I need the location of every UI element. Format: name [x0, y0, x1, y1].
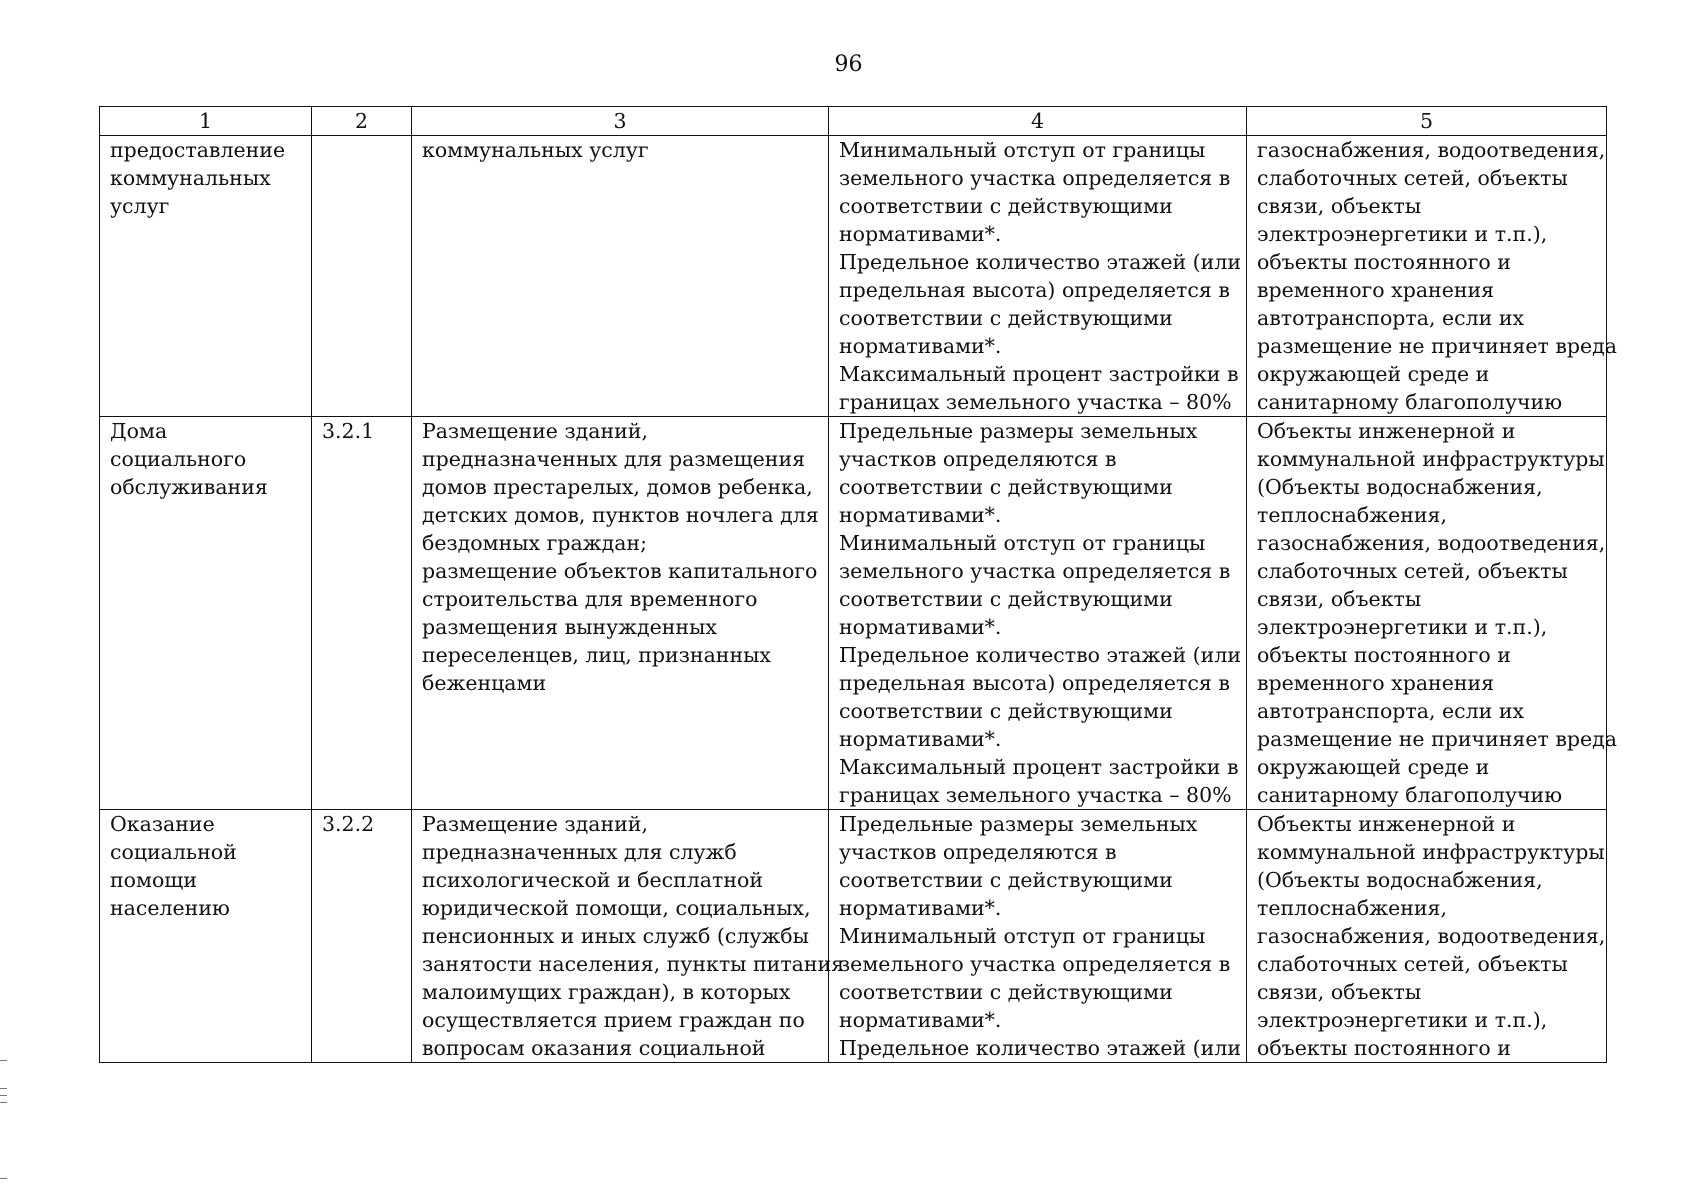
- cell-text-line: газоснабжения, водоотведения,: [1257, 924, 1606, 948]
- cell-text-line: Объекты инженерной и: [1257, 812, 1516, 836]
- cell-text-line: нормативами*.: [839, 222, 1002, 246]
- cell-text-line: беженцами: [422, 671, 547, 695]
- cell-text-line: связи, объекты: [1257, 194, 1422, 218]
- cell-text-line: пенсионных и иных служб (службы: [422, 924, 809, 948]
- margin-mark: [0, 1102, 7, 1103]
- cell-text-line: социальной: [110, 840, 237, 864]
- cell-text-line: переселенцев, лиц, признанных: [422, 643, 771, 667]
- cell-text-line: нормативами*.: [839, 334, 1002, 358]
- table-cell-col-4: [829, 810, 1247, 1063]
- table-header-row: [100, 107, 1607, 136]
- header-col-4: 4: [829, 107, 1247, 136]
- cell-text-line: занятости населения, пункты питания: [422, 952, 845, 976]
- cell-text-line: предоставление: [110, 138, 286, 162]
- cell-text-line: соответствии с действующими: [839, 587, 1173, 611]
- cell-text-line: коммунальных услуг: [422, 138, 649, 162]
- cell-text-line: 3.2.2: [322, 812, 375, 836]
- cell-text-line: санитарному благополучию: [1257, 390, 1563, 414]
- cell-text-line: слаботочных сетей, объекты: [1257, 559, 1568, 583]
- table-cell-col-3: [412, 417, 829, 810]
- table-cell-col-2: [312, 136, 412, 417]
- cell-text-line: психологической и бесплатной: [422, 868, 764, 892]
- table-cell-col-5: [1247, 810, 1607, 1063]
- cell-text-line: Предельные размеры земельных: [839, 419, 1198, 443]
- cell-text-line: домов престарелых, домов ребенка,: [422, 475, 813, 499]
- cell-text-line: размещения вынужденных: [422, 615, 717, 639]
- cell-text-line: объекты постоянного и: [1257, 250, 1511, 274]
- cell-text-line: газоснабжения, водоотведения,: [1257, 531, 1606, 555]
- cell-text-line: строительства для временного: [422, 587, 758, 611]
- cell-text-line: границах земельного участка – 80%: [839, 390, 1232, 414]
- cell-text-line: (Объекты водоснабжения,: [1257, 475, 1543, 499]
- margin-mark: [0, 1088, 7, 1089]
- table-row: [100, 136, 1607, 417]
- cell-text-line: коммунальной инфраструктуры: [1257, 447, 1605, 471]
- cell-text-line: нормативами*.: [839, 615, 1002, 639]
- cell-text-line: участков определяются в: [839, 447, 1117, 471]
- cell-text-line: размещение не причиняет вреда: [1257, 334, 1617, 358]
- cell-text-line: земельного участка определяется в: [839, 559, 1231, 583]
- table-cell-col-2: [312, 417, 412, 810]
- table-cell-col-1: [100, 136, 312, 417]
- cell-text-line: объекты постоянного и: [1257, 643, 1511, 667]
- cell-text-line: размещение не причиняет вреда: [1257, 727, 1617, 751]
- table-cell-col-1: [100, 417, 312, 810]
- margin-mark: [0, 1060, 7, 1061]
- header-col-3: 3: [412, 107, 829, 136]
- margin-mark: [0, 1178, 7, 1179]
- cell-text-line: связи, объекты: [1257, 980, 1422, 1004]
- cell-text-line: населению: [110, 896, 230, 920]
- cell-text-line: электроэнергетики и т.п.),: [1257, 222, 1548, 246]
- margin-mark: [0, 1095, 7, 1096]
- cell-text-line: Предельное количество этажей (или: [839, 643, 1242, 667]
- cell-text-line: Дома: [110, 419, 168, 443]
- header-col-2: 2: [312, 107, 412, 136]
- cell-text-line: Максимальный процент застройки в: [839, 755, 1239, 779]
- cell-text-line: Минимальный отступ от границы: [839, 138, 1206, 162]
- table-cell-col-4: [829, 417, 1247, 810]
- cell-text-line: обслуживания: [110, 475, 268, 499]
- cell-text-line: коммунальной инфраструктуры: [1257, 840, 1605, 864]
- table-body: [100, 136, 1617, 1063]
- cell-text-line: Объекты инженерной и: [1257, 419, 1516, 443]
- header-col-5: 5: [1247, 107, 1607, 136]
- cell-text-line: слаботочных сетей, объекты: [1257, 952, 1568, 976]
- cell-text-line: размещение объектов капитального: [422, 559, 818, 583]
- cell-text-line: границах земельного участка – 80%: [839, 783, 1232, 807]
- header-col-1: 1: [100, 107, 312, 136]
- cell-text-line: электроэнергетики и т.п.),: [1257, 1008, 1548, 1032]
- cell-text-line: временного хранения: [1257, 278, 1495, 302]
- cell-text-line: предельная высота) определяется в: [839, 278, 1230, 302]
- cell-text-line: санитарному благополучию: [1257, 783, 1563, 807]
- cell-text-line: автотранспорта, если их: [1257, 699, 1525, 723]
- cell-text-line: окружающей среде и: [1257, 362, 1490, 386]
- cell-text-line: нормативами*.: [839, 727, 1002, 751]
- cell-text-line: электроэнергетики и т.п.),: [1257, 615, 1548, 639]
- cell-text-line: услуг: [110, 194, 170, 218]
- table-cell-col-4: [829, 136, 1247, 417]
- cell-text-line: соответствии с действующими: [839, 306, 1173, 330]
- cell-text-line: нормативами*.: [839, 503, 1002, 527]
- table-cell-col-3: [412, 136, 829, 417]
- cell-text-line: Размещение зданий,: [422, 419, 648, 443]
- cell-text-line: теплоснабжения,: [1257, 896, 1447, 920]
- cell-text-line: соответствии с действующими: [839, 699, 1173, 723]
- cell-text-line: социального: [110, 447, 247, 471]
- page-number: 96: [834, 52, 863, 77]
- zoning-table: [99, 106, 1617, 1063]
- cell-text-line: 3.2.1: [322, 419, 375, 443]
- cell-text-line: (Объекты водоснабжения,: [1257, 868, 1543, 892]
- table-cell-col-3: [412, 810, 845, 1063]
- cell-text-line: малоимущих граждан), в которых: [422, 980, 791, 1004]
- cell-text-line: связи, объекты: [1257, 587, 1422, 611]
- cell-text-line: предназначенных для размещения: [422, 447, 806, 471]
- cell-text-line: предназначенных для служб: [422, 840, 737, 864]
- cell-text-line: соответствии с действующими: [839, 980, 1173, 1004]
- cell-text-line: помощи: [110, 868, 198, 892]
- cell-text-line: окружающей среде и: [1257, 755, 1490, 779]
- cell-text-line: детских домов, пунктов ночлега для: [422, 503, 819, 527]
- cell-text-line: Минимальный отступ от границы: [839, 531, 1206, 555]
- table-cell-col-5: [1247, 417, 1617, 810]
- cell-text-line: Предельное количество этажей (или: [839, 1036, 1242, 1060]
- cell-text-line: юридической помощи, социальных,: [422, 896, 811, 920]
- cell-text-line: Оказание: [110, 812, 215, 836]
- cell-text-line: предельная высота) определяется в: [839, 671, 1230, 695]
- cell-text-line: соответствии с действующими: [839, 194, 1173, 218]
- cell-text-line: земельного участка определяется в: [839, 166, 1231, 190]
- table-cell-col-2: [312, 810, 412, 1063]
- cell-text-line: газоснабжения, водоотведения,: [1257, 138, 1606, 162]
- cell-text-line: автотранспорта, если их: [1257, 306, 1525, 330]
- cell-text-line: бездомных граждан;: [422, 531, 647, 555]
- cell-text-line: объекты постоянного и: [1257, 1036, 1511, 1060]
- table-row: [100, 810, 1607, 1063]
- cell-text-line: Минимальный отступ от границы: [839, 924, 1206, 948]
- cell-text-line: Максимальный процент застройки в: [839, 362, 1239, 386]
- cell-text-line: вопросам оказания социальной: [422, 1036, 766, 1060]
- cell-text-line: нормативами*.: [839, 896, 1002, 920]
- table-cell-col-5: [1247, 136, 1617, 417]
- cell-text-line: земельного участка определяется в: [839, 952, 1231, 976]
- cell-text-line: соответствии с действующими: [839, 868, 1173, 892]
- cell-text-line: соответствии с действующими: [839, 475, 1173, 499]
- cell-text-line: временного хранения: [1257, 671, 1495, 695]
- cell-text-line: коммунальных: [110, 166, 271, 190]
- cell-text-line: теплоснабжения,: [1257, 503, 1447, 527]
- cell-text-line: Размещение зданий,: [422, 812, 648, 836]
- table-cell-col-1: [100, 810, 312, 1063]
- cell-text-line: участков определяются в: [839, 840, 1117, 864]
- cell-text-line: Предельные размеры земельных: [839, 812, 1198, 836]
- cell-text-line: Предельное количество этажей (или: [839, 250, 1242, 274]
- cell-text-line: осуществляется прием граждан по: [422, 1008, 805, 1032]
- cell-text-line: слаботочных сетей, объекты: [1257, 166, 1568, 190]
- cell-text-line: нормативами*.: [839, 1008, 1002, 1032]
- table-row: [100, 417, 1607, 810]
